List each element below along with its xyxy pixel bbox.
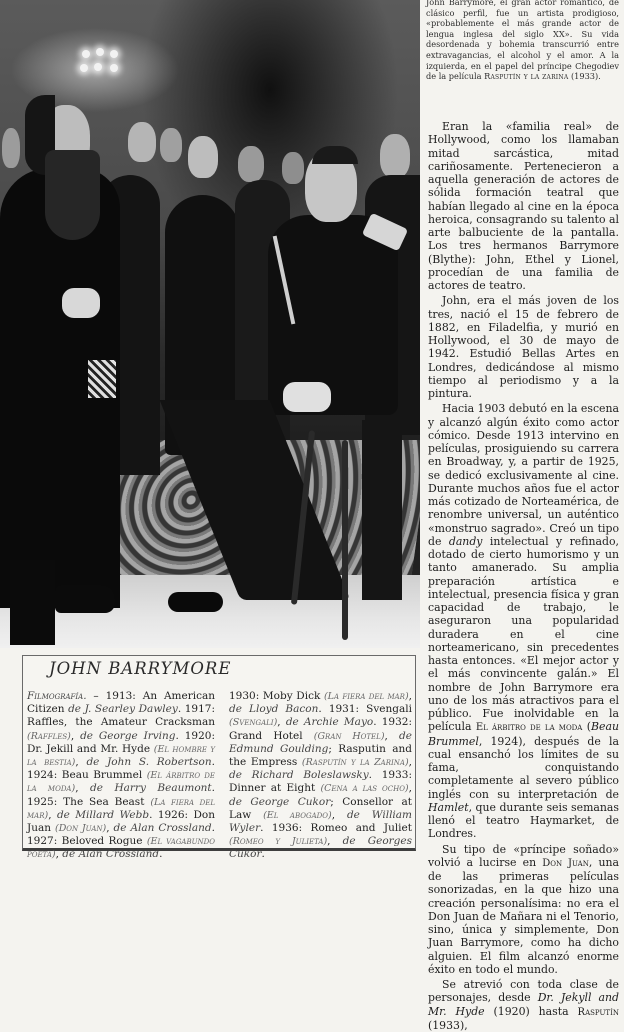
film-spanish-title: (El abogado)	[263, 809, 332, 821]
film-still-photo	[0, 0, 420, 648]
film-title: Rasputín	[577, 1006, 619, 1018]
rasputin-hand	[62, 288, 100, 318]
film-spanish-title: (Cena a las ocho)	[320, 783, 409, 795]
filmography-entry: 1927: Beloved Rogue (El vagabundo poeta), de Alan Crossland.	[27, 835, 215, 861]
film-director: de Alan Crossland	[113, 822, 212, 835]
film-spanish-title: (Rasputín y la Zarina)	[301, 757, 409, 769]
boot	[168, 592, 223, 612]
film-year: 1924:	[27, 769, 62, 782]
film-year: 1930:	[229, 690, 263, 702]
chair-leg	[342, 440, 348, 640]
rasputin-boots	[10, 560, 55, 645]
film-director: de Harry Beaumont	[90, 782, 212, 795]
film-director: de William Wyler	[229, 808, 412, 835]
barrymore-leg	[362, 420, 402, 600]
film-director: de Lloyd Bacon	[229, 703, 319, 716]
film-director: de Edmund Goulding	[229, 729, 412, 755]
film-year: 1920:	[184, 729, 215, 742]
filmography-entry: 1932: Grand Hotel (Gran Hotel), de Edmund Goulding;	[229, 716, 412, 755]
background-officer-face	[128, 122, 156, 162]
film-title: Dr. Jekill and Mr. Hyde	[27, 742, 154, 755]
film-title: Don Juan	[542, 857, 589, 869]
film-title: Raffles, the Amateur Cracksman	[27, 716, 215, 729]
filmography-entry: 1920: Dr. Jekill and Mr. Hyde (El hombre y la bestia), de John S. Robertson.	[27, 729, 215, 769]
filmography-column-left: Filmografía. – 1913: An American Citizen de J. Searley Dawley. 1917: Raffles, the Amateur Cracksman (Raffles), de George Irving. 1920: Dr. Jekill and Mr. Hyde (El hombre y la bestia), de John S. Robertson. 1924: Beau Brummel (El árbitro de la moda), de Harry Beaumont. 1925: The Sea Beast (La fiera del mar), de Millard Webb. 1926: Don Juan (Don Juan), de Alan Crossland. 1927: Beloved Rogue (El vagabundo poeta), de Alan Crossland.	[27, 690, 215, 861]
film-title: Beau Brummel	[61, 769, 147, 782]
film-spanish-title: (La fiera del mar)	[323, 691, 409, 702]
film-title: An American Citizen	[27, 690, 215, 716]
film-spanish-title: (Raffles)	[27, 730, 71, 742]
film-spanish-title: (Gran Hotel)	[313, 730, 385, 742]
paragraph-carrera	[428, 402, 619, 840]
emphasis-hamlet: Hamlet	[428, 800, 469, 814]
text: Hacia 1903 debutó en la escena y alcanzó algún éxito como actor cómico. Desde 1913 intervino en películas, prosiguiendo su carrera en Broadway, y, a partir de 1925, se dedicó exclusivamente al cine. Durante muchos años fue el actor más cotizado de Norteamérica, de renombre universal, un auténtico «monstruo sagrado». Creó un tipo de	[428, 402, 619, 548]
text: Se atrevió con toda clase de personajes, desde	[428, 978, 619, 1005]
text: , una de las primeras películas sonorizadas, en la que hizo una creación personalísima: no era el Don Juan de Mañara ni el Tenorio, sino, única y simplemente, Don Juan Barrymore, como ha dicho alguien. El film alcanzó enorme éxito en todo el mundo.	[428, 855, 619, 976]
filmography-label: Filmografía.	[27, 690, 87, 702]
background-face	[2, 128, 20, 168]
background-face	[160, 128, 182, 162]
caption-film-title: Rasputín y la zarina	[484, 71, 569, 82]
film-title: Dinner at Eight	[229, 782, 321, 795]
emphasis-dandy: dandy	[448, 534, 483, 548]
film-spanish-title: (La fiera del mar)	[27, 796, 215, 821]
paragraph-familia-real: Eran la «familia real» de Hollywood, como los llamaban mitad sarcástica, mitad cariñosamente. Pertenecieron a aquella generación de actores de sólida formación teatral que habían llegado al cine en la época heroica, consagrando su talento al arte balbuciente de la pantalla. Los tres hermanos Barrymore (Blythe): John, Ethel y Lionel, procedían de una familia de actores de teatro.	[428, 120, 619, 292]
text: intelectual y refinado, dotado de cierto humorismo y un tanto amanerado. Su amplia preparación artística e intelectual, presencia física y gran capacidad de trabajo, le aseguraron una popularidad duradera en el cine norteamericano, sin precedentes hasta entonces. «El mejor actor y el más convincente galán.» El nombre de John Barrymore era uno de los más atractivos para el público. Fue inolvidable en la película	[428, 534, 619, 734]
text: (1920) hasta	[484, 1004, 578, 1018]
caption-text: John Barrymore, el gran actor romántico, de clásico perfil, fue un artista prodigioso, «probablemente el más grande actor de lengua inglesa del siglo XX». Su vida desordenada y bohemia transcurrió entre extravagancias, el alcohol y el amor. A la izquierda, en el papel del príncipe Chegodiev de la película	[426, 0, 619, 82]
rasputin-boot	[55, 585, 115, 613]
filmography-entry: 1913: An American Citizen de J. Searley Dawley.	[27, 690, 215, 716]
filmography-entry: Consellor at Law (El abogado), de William Wyler.	[229, 795, 412, 835]
background-officer-face	[380, 134, 410, 178]
film-title: Dr. Jekyll and Mr. Hyde	[428, 991, 620, 1018]
film-year: 1925:	[27, 795, 64, 808]
film-director: de J. Searley Dawley	[68, 703, 178, 716]
film-spanish-title: (Svengali)	[229, 717, 278, 729]
paragraph-personajes	[428, 978, 619, 1032]
filmography-entry: 1930: Moby Dick (La fiera del mar), de Lloyd Bacon.	[229, 690, 412, 716]
photo-caption	[426, 0, 619, 82]
rasputin-beard	[45, 150, 100, 240]
filmography-entry: 1917: Raffles, the Amateur Cracksman (Raffles), de George Irving.	[27, 703, 215, 742]
filmography-entry: 1924: Beau Brummel (El árbitro de la moda), de Harry Beaumont.	[27, 769, 215, 795]
filmography-entry: 1931: Svengali (Svengali), de Archie Mayo.	[229, 703, 412, 729]
background-face	[282, 152, 304, 184]
article-body	[428, 120, 619, 1032]
original-title: Beau Brummel	[428, 720, 620, 748]
paragraph-don-juan	[428, 843, 619, 977]
film-director: de George Irving	[80, 729, 176, 742]
film-director: de Georges Cukor	[229, 835, 412, 861]
text: , que durante seis semanas llenó el teatro Haymarket, de Londres.	[428, 800, 619, 841]
film-title: Moby Dick	[262, 690, 324, 702]
wall-sconce-lights	[80, 48, 128, 76]
film-title: Consellor at Law	[229, 795, 412, 821]
paragraph-biografia: John, era el más joven de los tres, nació el 15 de febrero de 1882, en Filadelfia, y murió en Hollywood, el 30 de mayo de 1942. Estudió Bellas Artes en Londres, dedicándose al mismo tiempo al periodismo y a la pintura.	[428, 294, 619, 400]
film-spanish-title: (El árbitro de la moda)	[27, 770, 215, 795]
text: (	[582, 720, 592, 734]
film-spanish-title: (Don Juan)	[54, 823, 107, 835]
filmography-heading: JOHN BARRYMORE	[49, 659, 232, 678]
filmography-entry: 1926: Don Juan (Don Juan), de Alan Crossland.	[27, 808, 215, 835]
film-year: 1917:	[184, 703, 215, 716]
film-spanish-title: (El vagabundo poeta)	[27, 836, 215, 861]
film-year: 1927:	[27, 835, 62, 848]
film-title: Beloved Rogue	[61, 835, 147, 848]
film-director: de Millard Webb	[56, 808, 150, 821]
barrymore-hands	[283, 382, 331, 412]
background-face	[238, 146, 264, 182]
film-title: Rasputin and the Empress	[229, 742, 412, 769]
film-title: Don Juan	[27, 808, 215, 835]
barrymore-hair	[312, 146, 358, 164]
filmography-entry: 1925: The Sea Beast (La fiera del mar), de Millard Webb.	[27, 795, 215, 821]
film-year: 1933:	[381, 769, 412, 782]
filmography-column-right	[229, 690, 412, 862]
caption-year: (1933).	[568, 71, 601, 82]
filmography-entry: Rasputin and the Empress (Rasputín y la Zarina), de Richard Boleslawsky.	[229, 742, 412, 782]
film-year: 1932:	[381, 716, 412, 729]
text: Su tipo de «príncipe soñado» volvió a lucirse en	[428, 842, 619, 869]
film-title: Grand Hotel	[229, 729, 314, 742]
filmography-entry: 1936: Romeo and Juliet (Romeo y Julieta), de Georges Cukor.	[229, 822, 412, 861]
woman-face	[188, 136, 218, 178]
film-year: 1936:	[271, 822, 311, 835]
film-director: de Archie Mayo	[285, 716, 374, 729]
text: (1933),	[428, 1018, 468, 1032]
film-director: de John S. Robertson	[86, 756, 212, 769]
film-year: 1913:	[105, 690, 143, 702]
film-title: Romeo and Juliet	[310, 822, 412, 835]
film-title: The Sea Beast	[63, 795, 151, 808]
film-director: de Richard Boleslawsky	[229, 769, 369, 782]
film-title: Svengali	[366, 703, 412, 716]
film-spanish-title: (Romeo y Julieta)	[229, 836, 328, 848]
robe-embroidered-band	[88, 360, 116, 398]
film-title: El árbitro de la moda	[475, 722, 583, 734]
text: , 1924), después de la cual ensanchó los límites de su fama, conquistando completamente al severo público inglés con su interpretación de	[428, 734, 619, 801]
film-director: de Alan Crossland	[62, 848, 160, 861]
film-year: 1931:	[328, 703, 367, 716]
filmography-entry: 1933: Dinner at Eight (Cena a las ocho), de George Cukor;	[229, 769, 412, 808]
film-year: 1926:	[157, 808, 194, 821]
film-director: de George Cukor	[229, 795, 331, 808]
filmography-box	[22, 655, 416, 861]
film-spanish-title: (El hombre y la bestia)	[27, 743, 215, 769]
